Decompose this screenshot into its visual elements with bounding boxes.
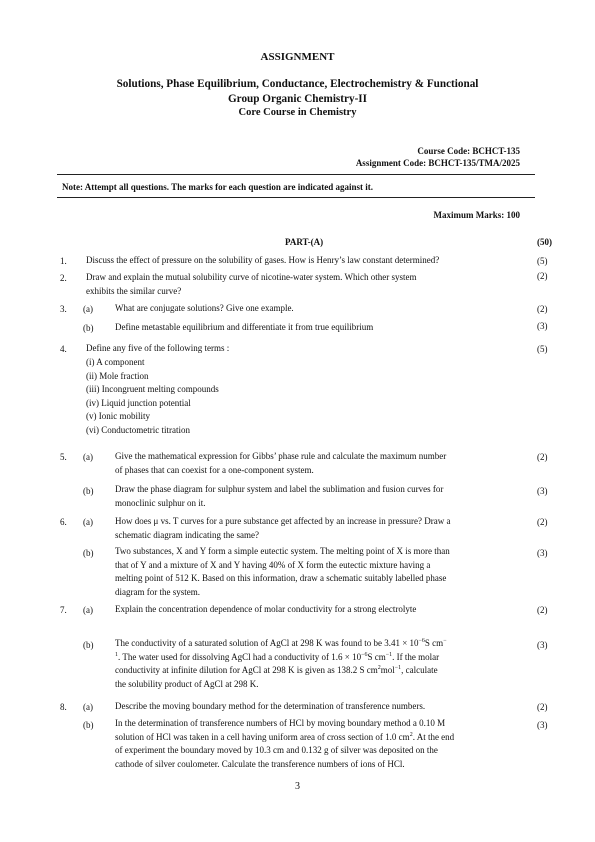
question-5a-line-2: of phases that can coexist for a one-component system. bbox=[115, 464, 314, 475]
question-7b-text bbox=[115, 637, 525, 691]
subpart-label: (a) bbox=[83, 304, 93, 314]
subject-line-2: Group Organic Chemistry-II bbox=[227, 93, 367, 105]
question-6a-line-2: schematic diagram indicating the same? bbox=[115, 529, 259, 540]
course-codes bbox=[356, 145, 520, 169]
text-run: the solubility product of AgCl at 298 K. bbox=[115, 678, 259, 689]
question-8b-text bbox=[115, 717, 525, 771]
question-6b-line-3: melting point of 512 K. Based on this information, draw a schematic suitably labelled phase bbox=[115, 573, 447, 583]
subpart-label: (a) bbox=[83, 452, 93, 462]
part-marks: (50) bbox=[537, 237, 552, 247]
question-number: 1. bbox=[60, 256, 67, 266]
superscript: 2 bbox=[377, 665, 381, 671]
question-4-marks: (5) bbox=[537, 344, 548, 354]
question-8a-text: Describe the moving boundary method for the determination of transference numbers. bbox=[115, 701, 426, 711]
instructions-note: Note: Attempt all questions. The marks for each question are indicated against it. bbox=[62, 182, 374, 192]
question-8a-marks: (2) bbox=[537, 702, 548, 712]
question-6b-line-1: Two substances, X and Y form a simple eutectic system. The melting point of X is more than bbox=[115, 546, 450, 556]
subpart-label: (b) bbox=[83, 640, 94, 650]
superscript: − bbox=[443, 638, 447, 644]
question-2-text bbox=[86, 271, 526, 298]
question-number: 3. bbox=[60, 304, 67, 314]
subpart-label: (a) bbox=[83, 517, 93, 527]
text-run: The conductivity of a saturated solution of AgCl at 298 K was found to be 3.41 × 10 bbox=[115, 638, 419, 648]
question-5b-line-2: monoclinic sulphur on it. bbox=[115, 497, 206, 508]
text-run: S cm bbox=[367, 651, 386, 662]
maximum-marks: Maximum Marks: 100 bbox=[433, 210, 520, 220]
question-3b-text: Define metastable equilibrium and differentiate it from true equilibrium bbox=[115, 322, 374, 332]
question-6b-marks: (3) bbox=[537, 548, 548, 558]
assignment-code: Assignment Code: BCHCT-135/TMA/2025 bbox=[355, 158, 520, 168]
question-1-text: Discuss the effect of pressure on the solubility of gases. How is Henry’s law constant determined? bbox=[86, 255, 440, 265]
question-5a-marks: (2) bbox=[537, 452, 548, 462]
divider-bottom bbox=[57, 197, 535, 198]
superscript: −6 bbox=[361, 651, 368, 658]
text-run: conductivity at infinite dilution for AgCl at 298 K is given as 138.2 S cm bbox=[115, 665, 378, 675]
question-6a-marks: (2) bbox=[537, 517, 548, 527]
superscript: −1 bbox=[385, 651, 393, 658]
part-heading: PART-(A) bbox=[285, 237, 324, 247]
superscript: 1 bbox=[115, 651, 118, 658]
list-item: (vi) Conductometric titration bbox=[86, 424, 190, 435]
question-5b-line-1: Draw the phase diagram for sulphur system and label the sublimation and fusion curves for bbox=[115, 484, 444, 494]
question-number: 7. bbox=[60, 605, 67, 615]
list-item: (v) Ionic mobility bbox=[86, 411, 150, 421]
text-run: . The water used for dissolving AgCl had a conductivity of 1.6 × 10 bbox=[118, 651, 362, 662]
question-8b-line-1: In the determination of transference numbers of HCl by moving boundary method a 0.10 M bbox=[115, 718, 446, 728]
question-8b-line-2: solution of HCl was taken in a cell having uniform area of cross section of 1.0 cm bbox=[115, 731, 410, 742]
question-6b-line-4: diagram for the system. bbox=[115, 586, 200, 597]
question-5a-line-1: Give the mathematical expression for Gibbs’ phase rule and calculate the maximum number bbox=[115, 451, 447, 461]
subpart-label: (a) bbox=[83, 605, 93, 615]
list-item: (iv) Liquid junction potential bbox=[86, 397, 191, 408]
question-number: 5. bbox=[60, 452, 67, 462]
question-3a-text: What are conjugate solutions? Give one example. bbox=[115, 303, 294, 313]
question-8b-line-3: of experiment the boundary moved by 10.3 cm and 0.132 g of silver was deposited on the bbox=[115, 745, 438, 755]
list-item: (iii) Incongruent melting compounds bbox=[86, 384, 219, 394]
text-run: mol bbox=[380, 665, 395, 675]
subpart-label: (b) bbox=[83, 486, 94, 496]
question-5a-text bbox=[115, 450, 525, 477]
question-3b-marks: (3) bbox=[537, 321, 548, 331]
subject-line-1: Solutions, Phase Equilibrium, Conductance, Electrochemistry & Functional bbox=[116, 78, 479, 90]
question-number: 2. bbox=[60, 273, 67, 283]
course-code: Course Code: BCHCT-135 bbox=[417, 146, 520, 156]
question-3a-marks: (2) bbox=[537, 304, 548, 314]
question-number: 6. bbox=[60, 517, 67, 527]
question-2-line-1: Draw and explain the mutual solubility curve of nicotine-water system. Which other system bbox=[86, 272, 417, 282]
subpart-label: (b) bbox=[83, 720, 94, 730]
course-type: Core Course in Chemistry bbox=[238, 107, 357, 118]
superscript: −1 bbox=[394, 665, 402, 671]
question-number: 8. bbox=[60, 702, 67, 712]
question-7a-text: Explain the concentration dependence of molar conductivity for a strong electrolyte bbox=[115, 604, 417, 614]
question-2-line-2: exhibits the similar curve? bbox=[86, 285, 182, 296]
question-2-marks: (2) bbox=[537, 271, 548, 281]
page-number: 3 bbox=[295, 781, 300, 792]
assignment-title: ASSIGNMENT bbox=[260, 51, 335, 63]
question-8b-marks: (3) bbox=[537, 720, 548, 730]
term-list bbox=[86, 356, 219, 437]
subpart-label: (b) bbox=[83, 323, 94, 333]
subpart-label: (b) bbox=[83, 548, 94, 558]
question-1-marks: (5) bbox=[537, 256, 548, 266]
text-run: . If the molar bbox=[392, 651, 440, 662]
question-4-text: Define any five of the following terms : bbox=[86, 343, 230, 353]
divider-top bbox=[57, 174, 535, 175]
question-7a-marks: (2) bbox=[537, 605, 548, 615]
list-item: (ii) Mole fraction bbox=[86, 370, 149, 381]
question-6a-line-1: How does μ vs. T curves for a pure substance get affected by an increase in pressure? Draw a bbox=[115, 516, 451, 526]
question-6b-line-2: that of Y and a mixture of X and Y having 40% of X form the eutectic mixture having a bbox=[115, 559, 431, 570]
text-run: , calculate bbox=[401, 665, 438, 675]
question-5b-marks: (3) bbox=[537, 486, 548, 496]
text-run: S cm bbox=[424, 638, 444, 648]
question-5b-text bbox=[115, 483, 525, 510]
question-8b-line-4: cathode of silver coulometer. Calculate the transference numbers of ions of HCl. bbox=[115, 758, 405, 769]
list-item: (i) A component bbox=[86, 357, 145, 367]
subpart-label: (a) bbox=[83, 702, 93, 712]
question-6b-text bbox=[115, 545, 525, 599]
question-number: 4. bbox=[60, 344, 67, 354]
question-8b-line-2-end: . At the end bbox=[412, 731, 455, 742]
question-6a-text bbox=[115, 515, 525, 542]
superscript: −6 bbox=[418, 638, 425, 644]
question-7b-marks: (3) bbox=[537, 640, 548, 650]
superscript: 2 bbox=[409, 731, 413, 738]
